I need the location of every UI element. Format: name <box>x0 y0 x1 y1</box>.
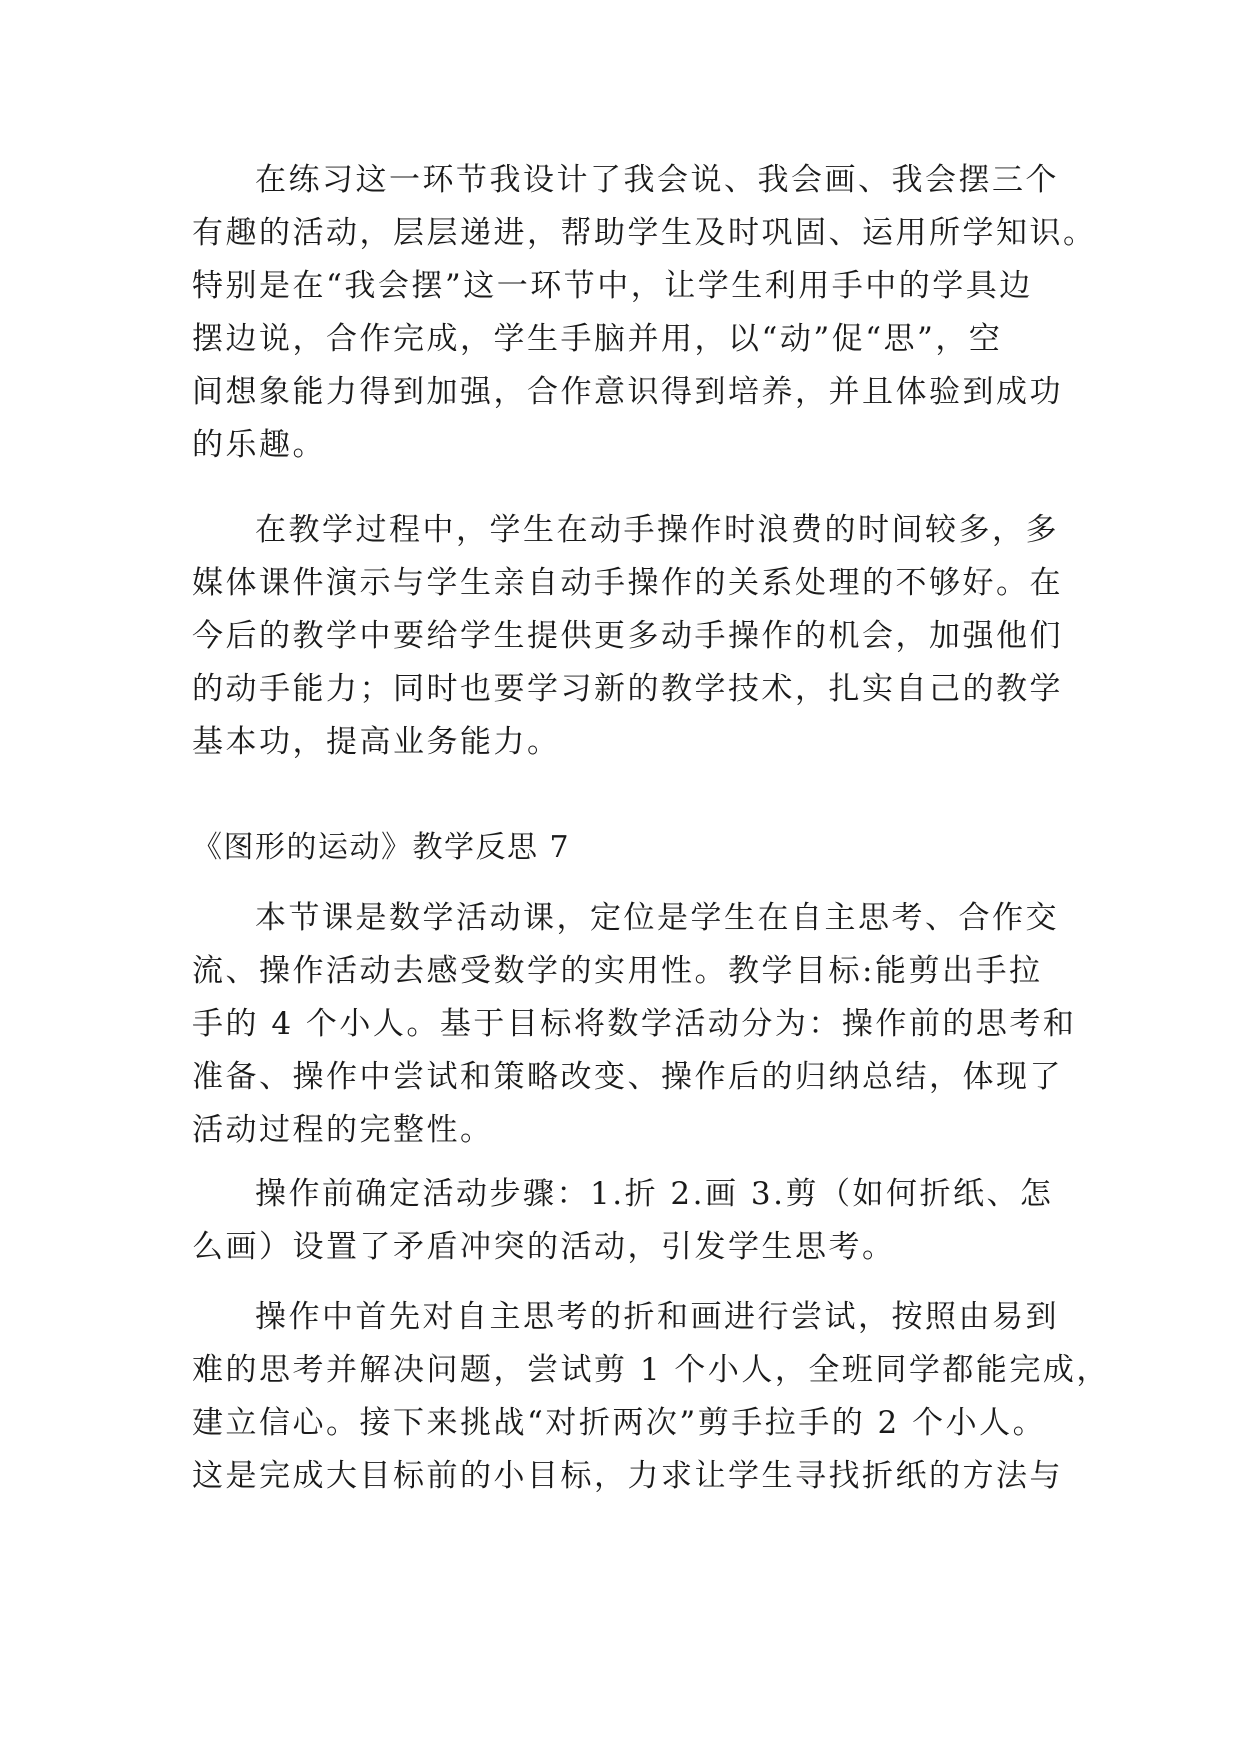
section-title: 《图形的运动》教学反思 7 <box>192 830 571 865</box>
paragraph-line: 么画）设置了矛盾冲突的活动，引发学生思考。 <box>192 1229 896 1265</box>
paragraph-line: 今后的教学中要给学生提供更多动手操作的机会，加强他们 <box>192 618 1063 654</box>
paragraph-line: 的动手能力；同时也要学习新的教学技术，扎实自己的教学 <box>192 671 1063 707</box>
paragraph-line: 操作前确定活动步骤：1.折 2.画 3.剪（如何折纸、怎 <box>255 1176 1054 1212</box>
paragraph-line: 流、操作活动去感受数学的实用性。教学目标:能剪出手拉 <box>192 953 1043 989</box>
paragraph-line: 准备、操作中尝试和策略改变、操作后的归纳总结，体现了 <box>192 1059 1063 1095</box>
paragraph-line: 操作中首先对自主思考的折和画进行尝试，按照由易到 <box>255 1299 1059 1335</box>
paragraph-line: 媒体课件演示与学生亲自动手操作的关系处理的不够好。在 <box>192 565 1063 601</box>
paragraph-line: 在练习这一环节我设计了我会说、我会画、我会摆三个 <box>255 162 1059 198</box>
paragraph-line: 特别是在“我会摆”这一环节中，让学生利用手中的学具边 <box>192 268 1033 304</box>
paragraph-line: 这是完成大目标前的小目标，力求让学生寻找折纸的方法与 <box>192 1458 1063 1494</box>
paragraph-line: 基本功，提高业务能力。 <box>192 724 561 760</box>
paragraph-line: 间想象能力得到加强，合作意识得到培养，并且体验到成功 <box>192 374 1063 410</box>
paragraph-line: 难的思考并解决问题，尝试剪 1 个小人，全班同学都能完成， <box>192 1352 1110 1388</box>
paragraph-line: 摆边说，合作完成，学生手脑并用，以“动”促“思”，空 <box>192 321 1003 357</box>
paragraph-line: 手的 4 个小人。基于目标将数学活动分为：操作前的思考和 <box>192 1006 1077 1042</box>
paragraph-line: 的乐趣。 <box>192 427 326 463</box>
paragraph-line: 建立信心。接下来挑战“对折两次”剪手拉手的 2 个小人。 <box>192 1405 1047 1441</box>
paragraph-line: 活动过程的完整性。 <box>192 1112 494 1148</box>
paragraph-line: 在教学过程中，学生在动手操作时浪费的时间较多，多 <box>255 512 1059 548</box>
paragraph-line: 本节课是数学活动课，定位是学生在自主思考、合作交 <box>255 900 1059 936</box>
paragraph-line: 有趣的活动，层层递进，帮助学生及时巩固、运用所学知识。 <box>192 215 1097 251</box>
